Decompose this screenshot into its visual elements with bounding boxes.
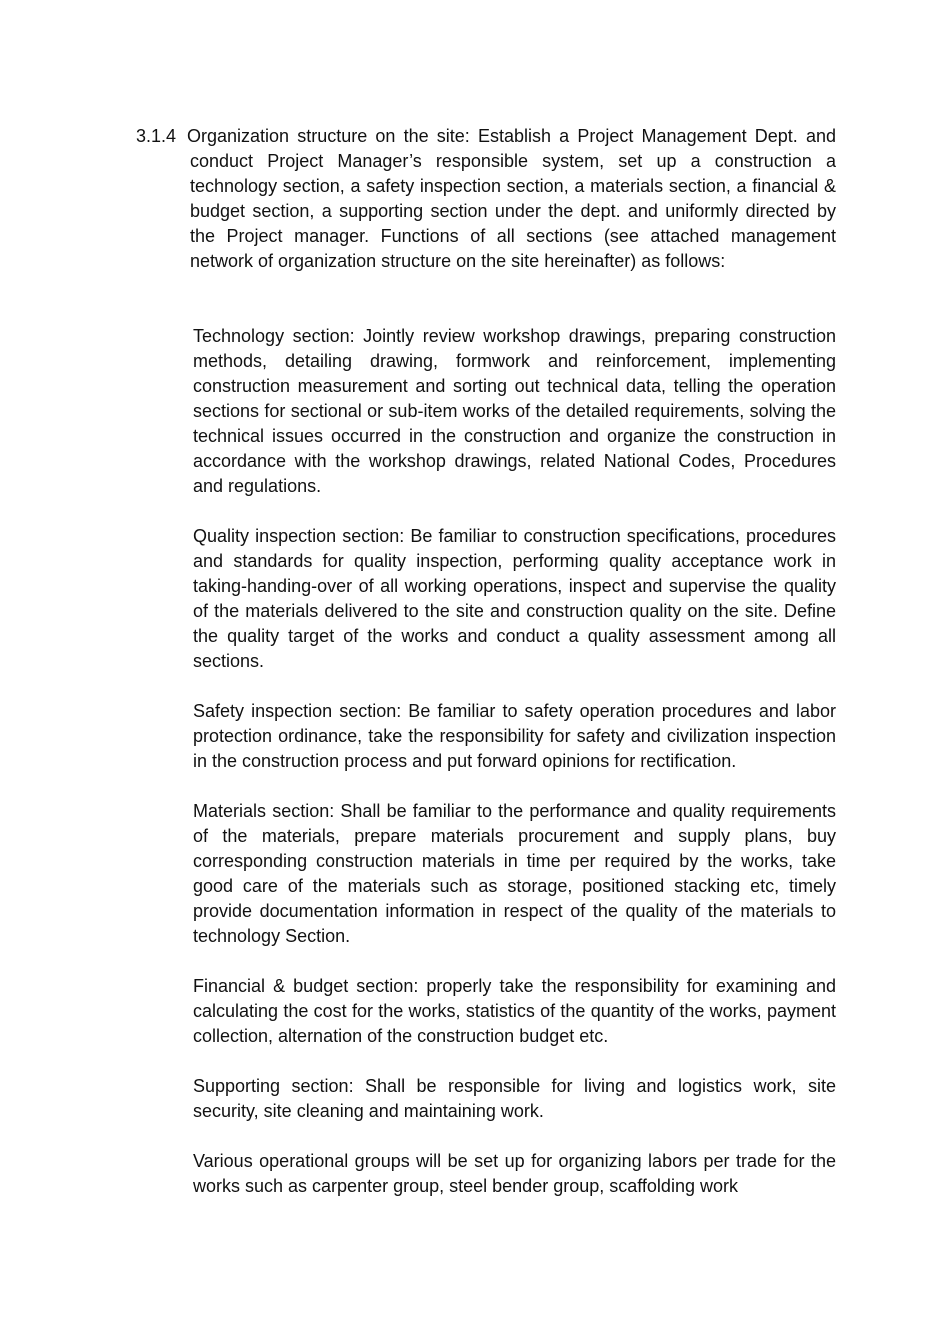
paragraph-quality-inspection-section: Quality inspection section: Be familiar to construction specifications, procedures and standards for quality inspection, performing quality acceptance work in taking-handing-over of all working operations, inspect and supervise the quality of the materials delivered to the site and construction quality on the site. Define the quality target of the works and conduct a quality assessment among all sections. xyxy=(193,526,836,671)
paragraph-technology-section: Technology section: Jointly review workshop drawings, preparing construction methods, detailing drawing, formwork and reinforcement, implementing construction measurement and sorting out technical data, telling the operation sections for sectional or sub-item works of the detailed requirements, solving the technical issues occurred in the construction and organize the construction in accordance with the workshop drawings, related National Codes, Procedures and regulations. xyxy=(193,326,836,496)
paragraph-supporting-section: Supporting section: Shall be responsible for living and logistics work, site security, site cleaning and maintaining work. xyxy=(193,1076,836,1121)
section-number: 3.1.4 xyxy=(136,126,177,146)
section-heading xyxy=(136,124,836,274)
paragraph-operational-groups: Various operational groups will be set up for organizing labors per trade for the works such as carpenter group, steel bender group, scaffolding work xyxy=(193,1151,836,1196)
paragraph-safety-inspection-section: Safety inspection section: Be familiar to safety operation procedures and labor protection ordinance, take the responsibility for safety and civilization inspection in the construction process and put forward opinions for rectification. xyxy=(193,701,836,771)
paragraph-financial-budget-section: Financial & budget section: properly take the responsibility for examining and calculating the cost for the works, statistics of the quantity of the works, payment collection, alternation of the construction budget etc. xyxy=(193,976,836,1046)
paragraph-materials-section: Materials section: Shall be familiar to the performance and quality requirements of the materials, prepare materials procurement and supply plans, buy corresponding construction materials in time per required by the works, take good care of the materials such as storage, positioned stacking etc, timely provide documentation information in respect of the quality of the materials to technology Section. xyxy=(193,801,836,946)
section-heading-text: Organization structure on the site: Establish a Project Management Dept. and conduct Project Manager’s responsible system, set up a construction a technology section, a safety inspection section, a materials section, a financial & budget section, a supporting section under the dept. and uniformly directed by the Project manager. Functions of all sections (see attached management network of organization structure on the site hereinafter) as follows: xyxy=(187,126,836,271)
section-descriptions xyxy=(193,324,836,1224)
